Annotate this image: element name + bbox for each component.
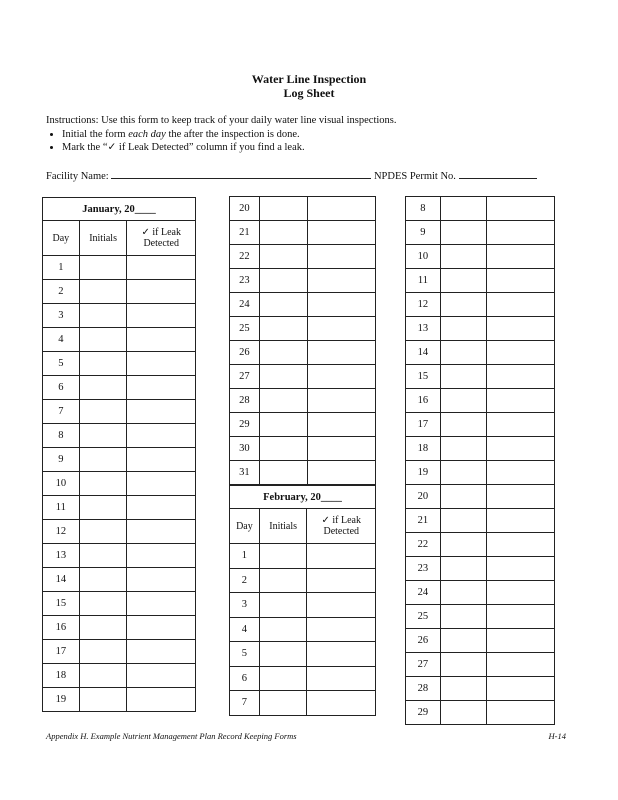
col-initials-header: Initials [79,221,127,256]
leak-detected-cell[interactable] [127,304,196,328]
day-number: 14 [43,568,80,592]
col-leak-header: ✓ if Leak Detected [127,221,196,256]
initials-cell[interactable] [440,413,487,437]
day-row [43,304,196,328]
initials-cell[interactable] [79,472,127,496]
initials-cell[interactable] [259,413,307,437]
leak-detected-cell[interactable] [487,269,555,293]
leak-detected-cell[interactable] [307,593,376,618]
january-table-part1 [42,197,196,712]
leak-detected-cell[interactable] [487,221,555,245]
day-number: 23 [406,557,441,581]
day-row [43,256,196,280]
initials-cell[interactable] [440,317,487,341]
col-day-header: Day [43,221,80,256]
day-number: 3 [43,304,80,328]
initials-cell[interactable] [259,221,307,245]
day-row [230,389,376,413]
initials-cell[interactable] [79,424,127,448]
day-row [406,701,555,725]
day-number: 22 [230,245,260,269]
day-row [43,448,196,472]
initials-cell[interactable] [440,293,487,317]
leak-detected-cell[interactable] [487,293,555,317]
day-row [406,437,555,461]
day-row [230,221,376,245]
day-row [43,376,196,400]
leak-detected-cell[interactable] [307,269,376,293]
day-number: 20 [230,197,260,221]
initials-cell[interactable] [79,328,127,352]
leak-detected-cell[interactable] [307,317,376,341]
initials-cell[interactable] [259,197,307,221]
day-number: 10 [43,472,80,496]
initials-cell[interactable] [259,666,307,691]
initials-cell[interactable] [440,533,487,557]
instructions [46,114,566,155]
day-row [406,605,555,629]
footer-text: Appendix H. Example Nutrient Management Plan Record Keeping Forms [46,731,297,741]
day-row [43,400,196,424]
col-leak-header: ✓ if Leak Detected [307,509,376,544]
day-row [230,341,376,365]
leak-detected-cell[interactable] [127,352,196,376]
leak-detected-cell[interactable] [127,592,196,616]
day-row [406,509,555,533]
initials-cell[interactable] [79,400,127,424]
initials-cell[interactable] [79,448,127,472]
day-row [230,197,376,221]
day-number: 4 [43,328,80,352]
leak-detected-cell[interactable] [307,437,376,461]
day-number: 28 [406,677,441,701]
leak-detected-cell[interactable] [487,677,555,701]
initials-cell[interactable] [440,197,487,221]
day-row [43,520,196,544]
initials-cell[interactable] [259,365,307,389]
leak-detected-cell[interactable] [127,448,196,472]
day-number: 22 [406,533,441,557]
leak-detected-cell[interactable] [487,413,555,437]
leak-detected-cell[interactable] [127,280,196,304]
leak-detected-cell[interactable] [487,461,555,485]
initials-cell[interactable] [440,557,487,581]
initials-cell[interactable] [79,256,127,280]
day-row [406,653,555,677]
day-row [230,245,376,269]
day-number: 12 [406,293,441,317]
facility-row [46,168,566,182]
day-row [406,581,555,605]
day-number: 17 [43,640,80,664]
day-row [406,413,555,437]
day-row [406,245,555,269]
day-number: 19 [43,688,80,712]
day-row [230,413,376,437]
day-number: 13 [406,317,441,341]
day-number: 13 [43,544,80,568]
day-row [406,197,555,221]
day-row [406,293,555,317]
day-number: 24 [406,581,441,605]
day-row [406,389,555,413]
initials-cell[interactable] [79,520,127,544]
initials-cell[interactable] [79,352,127,376]
day-number: 16 [43,616,80,640]
leak-detected-cell[interactable] [487,509,555,533]
initials-cell[interactable] [440,245,487,269]
leak-detected-cell[interactable] [307,617,376,642]
day-row [406,365,555,389]
permit-number-field[interactable] [459,168,537,179]
initials-cell[interactable] [79,664,127,688]
initials-cell[interactable] [259,593,307,618]
february-table-part1 [229,485,376,716]
facility-name-field[interactable] [111,168,371,179]
day-row [43,568,196,592]
instruction-item: • Initial the form each day the after the inspection is done. [62,128,566,142]
day-row [406,221,555,245]
initials-cell[interactable] [440,581,487,605]
day-number: 18 [43,664,80,688]
initials-cell[interactable] [259,568,307,593]
leak-detected-cell[interactable] [307,341,376,365]
initials-cell[interactable] [440,485,487,509]
initials-cell[interactable] [440,341,487,365]
leak-detected-cell[interactable] [127,376,196,400]
initials-cell[interactable] [259,341,307,365]
facility-name-label: Facility Name: [46,171,109,182]
month-header-january: January, 20____ [43,198,196,221]
initials-cell[interactable] [79,376,127,400]
leak-detected-cell[interactable] [487,653,555,677]
day-number: 20 [406,485,441,509]
day-row [230,293,376,317]
day-number: 1 [43,256,80,280]
day-number: 6 [43,376,80,400]
initials-cell[interactable] [440,437,487,461]
initials-cell[interactable] [259,389,307,413]
leak-detected-cell[interactable] [127,472,196,496]
initials-cell[interactable] [259,617,307,642]
day-number: 12 [43,520,80,544]
day-number: 30 [230,437,260,461]
day-number: 2 [230,568,260,593]
initials-cell[interactable] [440,677,487,701]
leak-detected-cell[interactable] [127,256,196,280]
february-table-part2 [405,196,555,725]
leak-detected-cell[interactable] [487,341,555,365]
day-number: 7 [43,400,80,424]
day-row [230,269,376,293]
day-row [406,341,555,365]
day-number: 16 [406,389,441,413]
day-number: 8 [43,424,80,448]
leak-detected-cell[interactable] [127,640,196,664]
form-title: Water Line Inspection [251,72,367,86]
initials-cell[interactable] [259,293,307,317]
initials-cell[interactable] [259,269,307,293]
day-number: 17 [406,413,441,437]
leak-detected-cell[interactable] [487,485,555,509]
page-footer [46,731,566,741]
leak-detected-cell[interactable] [307,568,376,593]
initials-cell[interactable] [79,640,127,664]
instruction-item: • Mark the “✓ if Leak Detected” column if you find a leak. [62,141,566,155]
leak-detected-cell[interactable] [487,389,555,413]
day-number: 21 [406,509,441,533]
month-header-february: February, 20____ [230,486,376,509]
initials-cell[interactable] [440,365,487,389]
day-row [230,317,376,341]
day-number: 29 [230,413,260,437]
day-number: 27 [406,653,441,677]
day-number: 26 [230,341,260,365]
leak-detected-cell[interactable] [307,245,376,269]
initials-cell[interactable] [259,642,307,667]
day-row [230,666,376,691]
day-number: 25 [406,605,441,629]
day-number: 7 [230,691,260,716]
initials-cell[interactable] [79,688,127,712]
day-number: 9 [406,221,441,245]
initials-cell[interactable] [79,568,127,592]
initials-cell[interactable] [79,616,127,640]
initials-cell[interactable] [79,280,127,304]
day-number: 19 [406,461,441,485]
day-row [43,616,196,640]
leak-detected-cell[interactable] [307,389,376,413]
day-row [406,677,555,701]
day-row [406,317,555,341]
initials-cell[interactable] [259,691,307,716]
initials-cell[interactable] [440,701,487,725]
day-row [230,568,376,593]
initials-cell[interactable] [259,245,307,269]
initials-cell[interactable] [259,544,307,569]
leak-detected-cell[interactable] [307,461,376,485]
leak-detected-cell[interactable] [307,642,376,667]
leak-detected-cell[interactable] [127,544,196,568]
initials-cell[interactable] [259,437,307,461]
day-number: 3 [230,593,260,618]
day-number: 29 [406,701,441,725]
day-row [230,593,376,618]
day-number: 4 [230,617,260,642]
day-number: 11 [43,496,80,520]
day-number: 8 [406,197,441,221]
leak-detected-cell[interactable] [127,664,196,688]
initials-cell[interactable] [440,605,487,629]
day-row [43,544,196,568]
day-row [230,642,376,667]
day-row [43,640,196,664]
leak-detected-cell[interactable] [127,496,196,520]
day-row [43,328,196,352]
initials-cell[interactable] [440,389,487,413]
initials-cell[interactable] [259,317,307,341]
form-subtitle: Log Sheet [283,86,335,100]
leak-detected-cell[interactable] [487,437,555,461]
day-number: 1 [230,544,260,569]
day-row [43,472,196,496]
initials-cell[interactable] [440,509,487,533]
day-number: 21 [230,221,260,245]
day-row [230,691,376,716]
day-row [43,496,196,520]
day-row [406,269,555,293]
leak-detected-cell[interactable] [127,616,196,640]
day-row [406,557,555,581]
day-row [43,280,196,304]
leak-detected-cell[interactable] [487,317,555,341]
day-row [230,365,376,389]
leak-detected-cell[interactable] [487,197,555,221]
day-number: 23 [230,269,260,293]
day-number: 15 [43,592,80,616]
leak-detected-cell[interactable] [307,365,376,389]
leak-detected-cell[interactable] [127,520,196,544]
leak-detected-cell[interactable] [127,328,196,352]
leak-detected-cell[interactable] [307,221,376,245]
leak-detected-cell[interactable] [307,544,376,569]
day-row [230,437,376,461]
day-row [43,352,196,376]
day-row [406,461,555,485]
day-number: 28 [230,389,260,413]
leak-detected-cell[interactable] [487,365,555,389]
leak-detected-cell[interactable] [487,533,555,557]
col-initials-header: Initials [259,509,307,544]
initials-cell[interactable] [259,461,307,485]
day-row [230,544,376,569]
day-number: 25 [230,317,260,341]
col-day-header: Day [230,509,260,544]
day-number: 5 [43,352,80,376]
day-number: 24 [230,293,260,317]
leak-detected-cell[interactable] [307,691,376,716]
day-row [43,664,196,688]
day-number: 5 [230,642,260,667]
day-number: 6 [230,666,260,691]
day-number: 14 [406,341,441,365]
day-number: 26 [406,629,441,653]
day-row [43,592,196,616]
january-table-part2 [229,196,376,485]
initials-cell[interactable] [440,269,487,293]
day-number: 10 [406,245,441,269]
initials-cell[interactable] [79,304,127,328]
leak-detected-cell[interactable] [127,568,196,592]
leak-detected-cell[interactable] [487,701,555,725]
day-row [43,688,196,712]
page-number: H-14 [548,731,566,741]
initials-cell[interactable] [79,544,127,568]
initials-cell[interactable] [440,653,487,677]
leak-detected-cell[interactable] [307,197,376,221]
day-row [230,617,376,642]
day-row [406,629,555,653]
day-row [230,461,376,485]
initials-cell[interactable] [440,221,487,245]
instructions-intro: Instructions: Use this form to keep track of your daily water line visual inspections. [46,115,397,126]
leak-detected-cell[interactable] [127,400,196,424]
leak-detected-cell[interactable] [127,424,196,448]
leak-detected-cell[interactable] [487,605,555,629]
day-row [406,533,555,557]
day-row [43,424,196,448]
day-number: 2 [43,280,80,304]
leak-detected-cell[interactable] [127,688,196,712]
permit-label: NPDES Permit No. [373,171,456,182]
day-number: 9 [43,448,80,472]
day-number: 27 [230,365,260,389]
initials-cell[interactable] [440,461,487,485]
day-number: 31 [230,461,260,485]
day-row [406,485,555,509]
initials-cell[interactable] [440,629,487,653]
leak-detected-cell[interactable] [307,666,376,691]
leak-detected-cell[interactable] [487,557,555,581]
leak-detected-cell[interactable] [307,413,376,437]
leak-detected-cell[interactable] [307,293,376,317]
day-number: 18 [406,437,441,461]
leak-detected-cell[interactable] [487,581,555,605]
initials-cell[interactable] [79,592,127,616]
leak-detected-cell[interactable] [487,629,555,653]
day-number: 11 [406,269,441,293]
day-number: 15 [406,365,441,389]
initials-cell[interactable] [79,496,127,520]
leak-detected-cell[interactable] [487,245,555,269]
